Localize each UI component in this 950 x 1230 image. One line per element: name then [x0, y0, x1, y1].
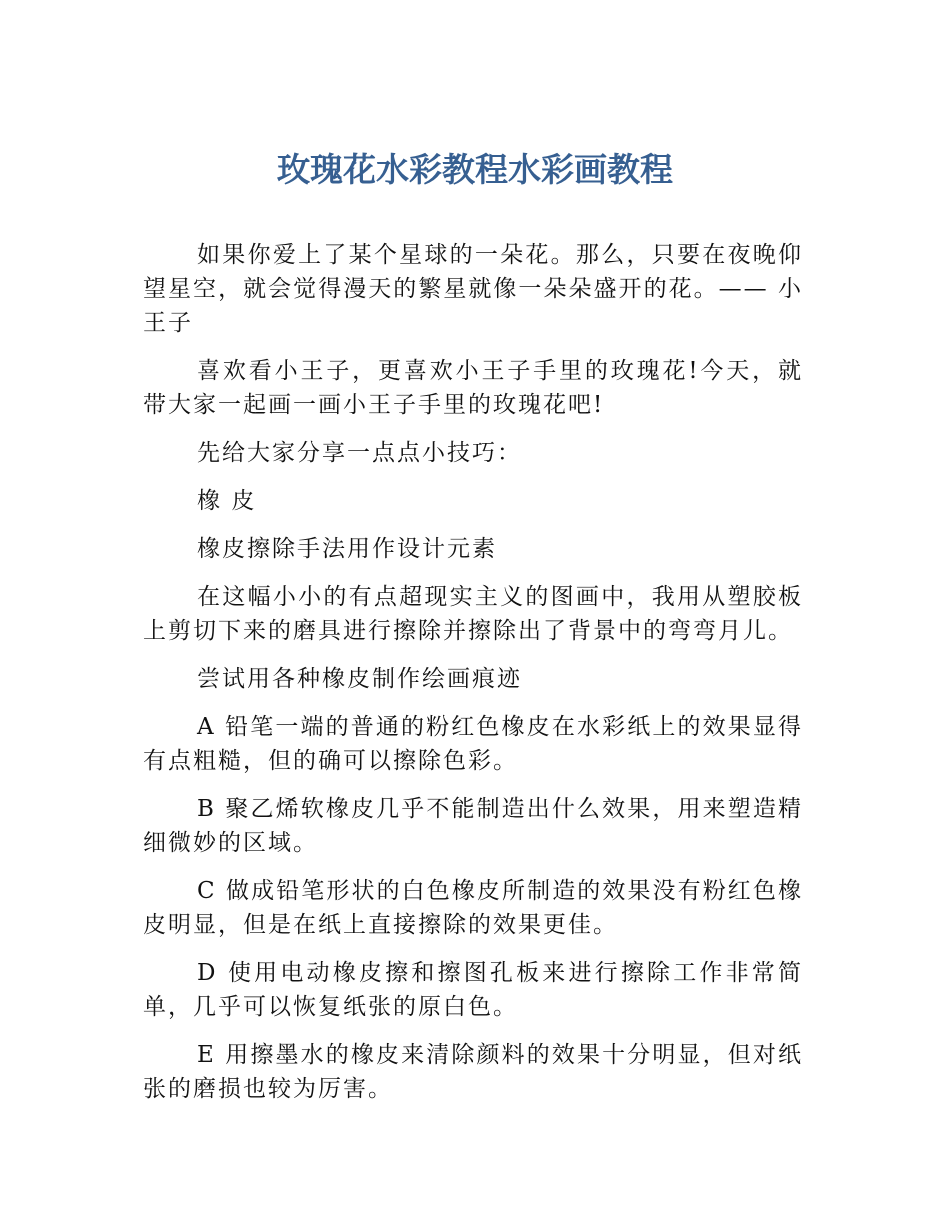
document-body [143, 238, 803, 1120]
paragraph-eraser-b: B 聚乙烯软橡皮几乎不能制造出什么效果，用来塑造精细微妙的区域。 [143, 796, 803, 856]
paragraph-tips-intro: 先给大家分享一点点小技巧： [197, 440, 523, 466]
paragraph-eraser-e: E 用擦墨水的橡皮来清除颜料的效果十分明显，但对纸张的磨损也较为厉害。 [143, 1042, 803, 1102]
paragraph-intro-quote: 如果你爱上了某个星球的一朵花。那么，只要在夜晚仰望星空，就会觉得漫天的繁星就像一朵朵盛开的花。—— 小王子 [143, 242, 803, 336]
paragraph-eraser-d: D 使用电动橡皮擦和擦图孔板来进行擦除工作非常简单，几乎可以恢复纸张的原白色。 [143, 960, 803, 1020]
paragraph-try-erasers: 尝试用各种橡皮制作绘画痕迹 [197, 666, 523, 692]
paragraph-surreal-example: 在这幅小小的有点超现实主义的图画中，我用从塑胶板上剪切下来的磨具进行擦除并擦除出了背景中的弯弯月儿。 [143, 584, 803, 644]
paragraph-eraser-c: C 做成铅笔形状的白色橡皮所制造的效果没有粉红色橡皮明显，但是在纸上直接擦除的效果更佳。 [143, 878, 803, 938]
paragraph-little-prince: 喜欢看小王子，更喜欢小王子手里的玫瑰花!今天，就带大家一起画一画小王子手里的玫瑰花吧! [143, 358, 803, 418]
paragraph-eraser-a: A 铅笔一端的普通的粉红色橡皮在水彩纸上的效果显得有点粗糙，但的确可以擦除色彩。 [143, 714, 803, 774]
paragraph-eraser-technique: 橡皮擦除手法用作设计元素 [197, 536, 498, 562]
document-title: 玫瑰花水彩教程水彩画教程 [277, 150, 673, 189]
paragraph-eraser-heading: 橡 皮 [197, 488, 257, 514]
